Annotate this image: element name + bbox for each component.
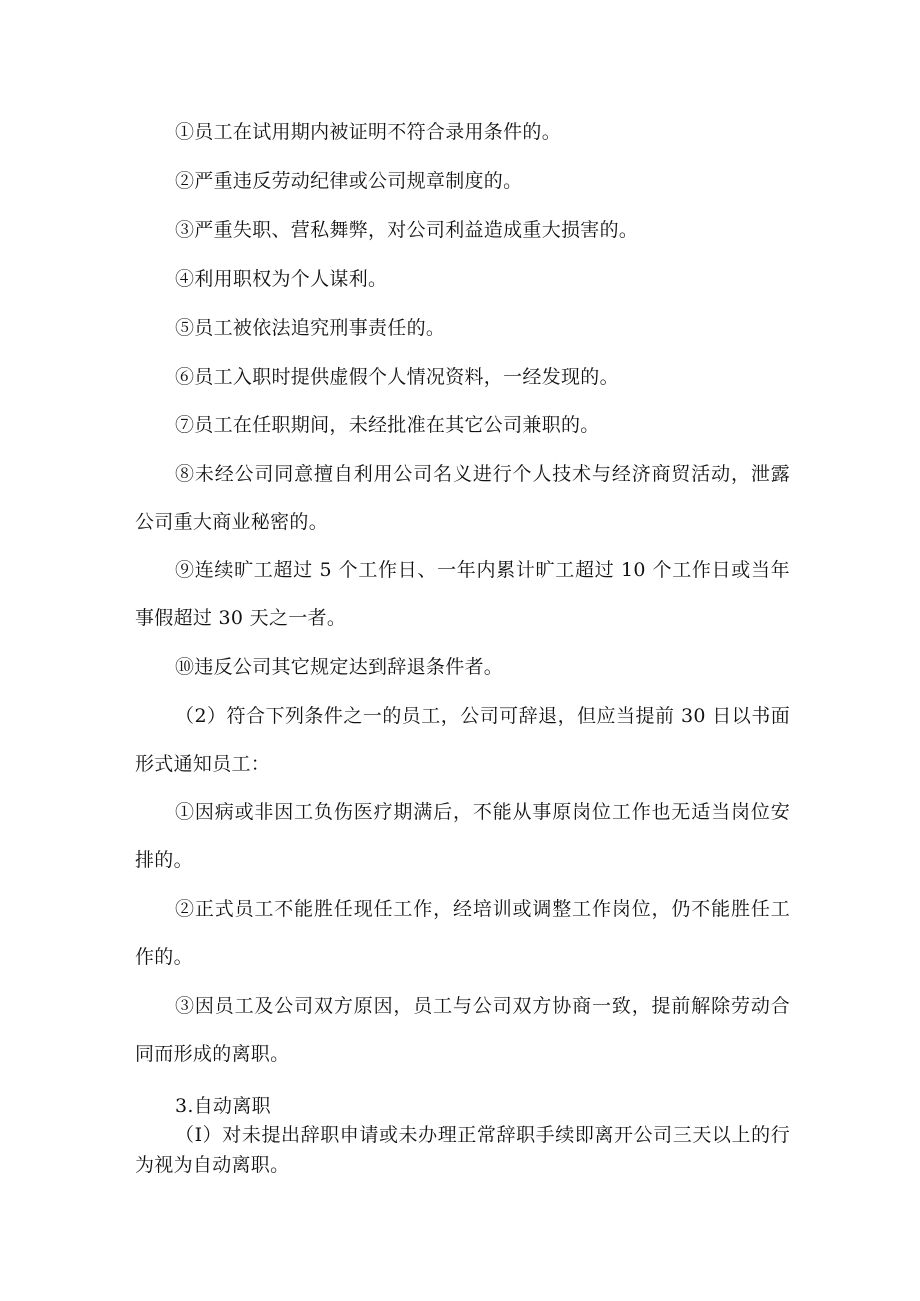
paragraph-8: ⑧未经公司同意擅自利用公司名义进行个人技术与经济商贸活动，泄露公司重大商业秘密的。 — [135, 463, 790, 533]
paragraph-13: ②正式员工不能胜任现任工作，经培训或调整工作岗位，仍不能胜任工作的。 — [135, 898, 790, 968]
paragraph-12: ①因病或非因工负伤医疗期满后，不能从事原岗位工作也无适当岗位安排的。 — [135, 801, 790, 871]
section-paragraph: （I）对未提出辞职申请或未办理正常辞职手续即离开公司三天以上的行为视为自动离职。 — [135, 1124, 790, 1176]
paragraph-4: ④利用职权为个人谋利。 — [175, 268, 388, 290]
paragraph-2: ②严重违反劳动纪律或公司规章制度的。 — [175, 170, 523, 192]
paragraph-3: ③严重失职、营私舞弊，对公司利益造成重大损害的。 — [175, 219, 639, 241]
paragraph-7: ⑦员工在任职期间，未经批准在其它公司兼职的。 — [175, 414, 600, 436]
section-heading: 3.自动离职 — [175, 1095, 271, 1117]
paragraph-5: ⑤员工被依法追究刑事责任的。 — [175, 317, 446, 339]
paragraph-6: ⑥员工入职时提供虚假个人情况资料，一经发现的。 — [175, 366, 619, 388]
paragraph-14: ③因员工及公司双方原因，员工与公司双方协商一致，提前解除劳动合同而形成的离职。 — [135, 995, 790, 1065]
paragraph-1: ①员工在试用期内被证明不符合录用条件的。 — [175, 121, 562, 143]
paragraph-10: ⑩违反公司其它规定达到辞退条件者。 — [175, 656, 504, 678]
paragraph-11: （2）符合下列条件之一的员工，公司可辞退，但应当提前 30 日以书面形式通知员工： — [135, 705, 790, 775]
paragraph-9: ⑨连续旷工超过 5 个工作日、一年内累计旷工超过 10 个工作日或当年事假超过 30 天之一者。 — [135, 559, 790, 629]
